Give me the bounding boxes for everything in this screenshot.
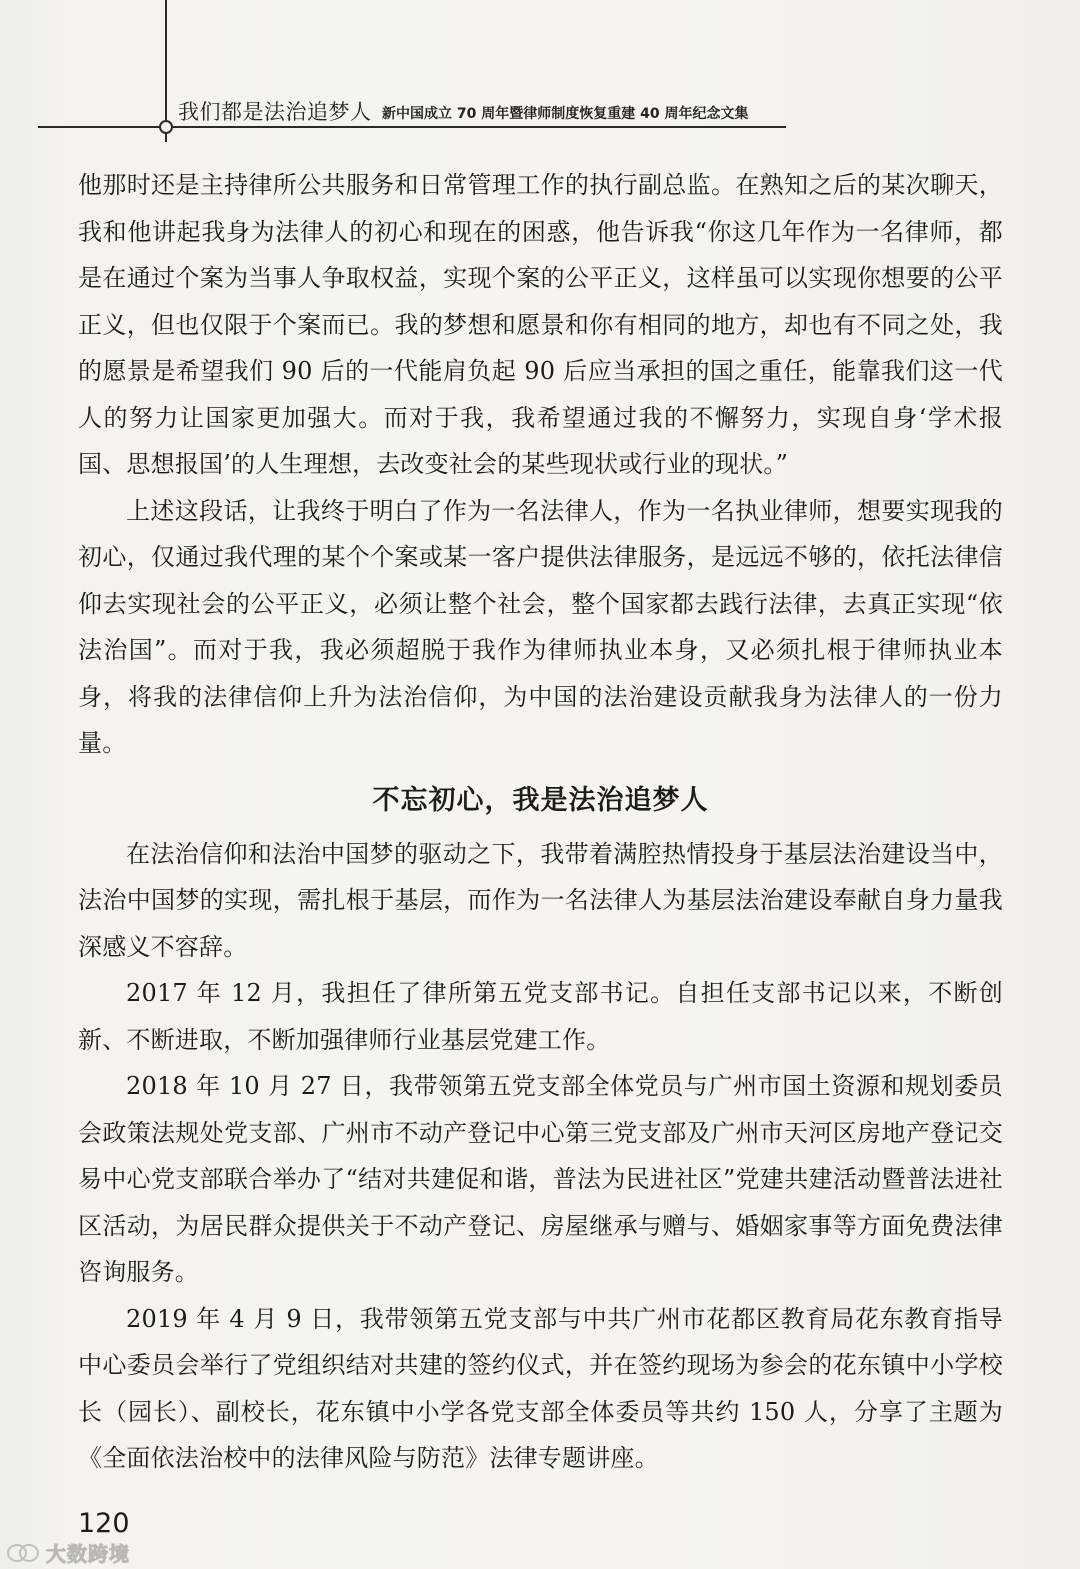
paragraph-1: 他那时还是主持律所公共服务和日常管理工作的执行副总监。在熟知之后的某次聊天，我和他讲起我身为法律人的初心和现在的困惑，他告诉我“你这几年作为一名律师，都是在通过个案为当事人争取权益，实现个案的公平正义，这样虽可以实现你想要的公平正义，但也仅限于个案而已。我的梦想和愿景和你有相同的地方，却也有不同之处，我的愿景是希望我们 90 后的一代能肩负起 90 后应当承担的国之重任，能靠我们这一代人的努力让国家更加强大。而对于我，我希望通过我的不懈努力，实现自身‘学术报国、思想报国’的人生理想，去改变社会的某些现状或行业的现状。”: [78, 171, 1003, 478]
running-header-subtitle: 新中国成立 70 周年暨律师制度恢复重建 40 周年纪念文集: [382, 106, 749, 122]
header-horizontal-rule: [38, 126, 786, 128]
body-text: [78, 162, 1003, 1482]
paragraph-4: 2017 年 12 月，我担任了律所第五党支部书记。自担任支部书记以来，不断创新、不断进取，不断加强律师行业基层党建工作。: [78, 979, 1003, 1054]
watermark: [6, 1538, 130, 1567]
running-header-title: 我们都是法治追梦人: [178, 100, 372, 124]
page-number: 120: [78, 1508, 130, 1539]
watermark-logo-icon: [6, 1541, 40, 1565]
section-heading: 不忘初心，我是法治追梦人: [372, 784, 709, 816]
header-ornament-circle: [159, 120, 173, 134]
paragraph-5: 2018 年 10 月 27 日，我带领第五党支部全体党员与广州市国土资源和规划委员会政策法规处党支部、广州市不动产登记中心第三党支部及广州市天河区房地产登记交易中心党支部联合举办了“结对共建促和谐，普法为民进社区”党建共建活动暨普法进社区活动，为居民群众提供关于不动产登记、房屋继承与赠与、婚姻家事等方面免费法律咨询服务。: [78, 1072, 1003, 1286]
paragraph-3: 在法治信仰和法治中国梦的驱动之下，我带着满腔热情投身于基层法治建设当中，法治中国梦的实现，需扎根于基层，而作为一名法律人为基层法治建设奉献自身力量我深感义不容辞。: [78, 839, 1003, 961]
watermark-text: 大数跨境: [46, 1542, 130, 1566]
paragraph-6: 2019 年 4 月 9 日，我带领第五党支部与中共广州市花都区教育局花东教育指导中心委员会举行了党组织结对共建的签约仪式，并在签约现场为参会的花东镇中小学校长（园长）、副校长，花东镇中小学各党支部全体委员等共约 150 人，分享了主题为《全面依法治校中的法律风险与防范》法律专题讲座。: [78, 1304, 1003, 1472]
paragraph-2: 上述这段话，让我终于明白了作为一名法律人，作为一名执业律师，想要实现我的初心，仅通过我代理的某个个案或某一客户提供法律服务，是远远不够的，依托法律信仰去实现社会的公平正义，必须让整个社会，整个国家都去践行法律，去真正实现“依法治国”。而对于我，我必须超脱于我作为律师执业本身，又必须扎根于律师执业本身，将我的法律信仰上升为法治信仰，为中国的法治建设贡献我身为法律人的一份力量。: [78, 496, 1003, 757]
